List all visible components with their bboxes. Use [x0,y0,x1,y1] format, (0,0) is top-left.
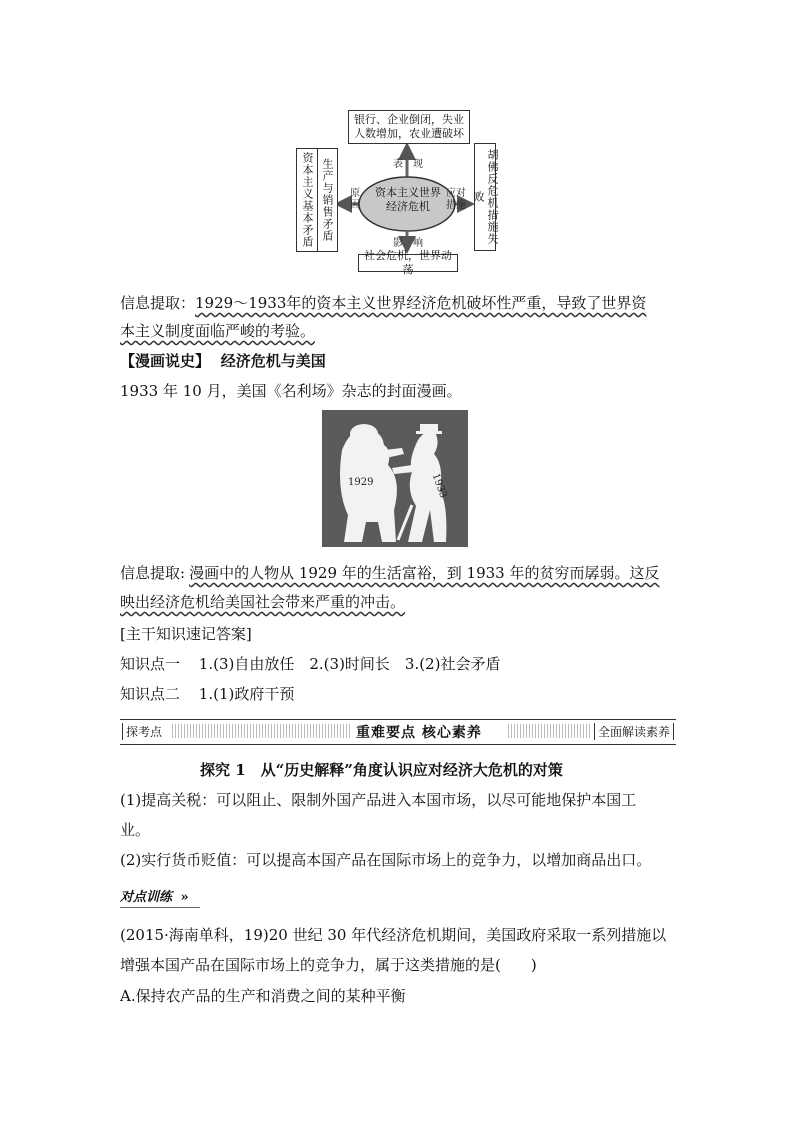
comic-year-left: 1929 [348,477,374,488]
info1-line1 [120,290,646,316]
info1-prefix: 信息提取： [120,294,196,312]
info2-text1: 漫画中的人物从 1929 年的生活富裕，到 1933 年的贫穷而孱弱。这反 [189,564,660,582]
info1-line2 [120,318,315,344]
answers-heading: [主干知识速记答案] [120,625,252,643]
practice-heading [120,886,189,905]
info2-text2: 映出经济危机给美国社会带来严重的冲击。 [120,593,406,611]
diagram-label-left: 原 因 [350,188,360,211]
left-inner-text: 生产与销售矛盾 [321,158,334,242]
answers-row1-label: 知识点一 [120,655,181,673]
right-box-text: 胡佛反危机措施失败 [472,149,499,245]
comic-heading [120,348,326,374]
section-banner [120,719,676,745]
comic-silhouettes [322,410,468,547]
info2-line1 [120,560,660,586]
diagram-label-bottom: 影 响 [393,238,423,249]
comic-image [322,410,468,547]
diagram-label-top: 表 现 [393,159,423,170]
comic-tag: 【漫画说史】 [120,352,211,370]
answers-row2-label: 知识点二 [120,685,181,703]
banner-hatch-left [172,724,350,738]
left-outer-text: 资本主义基本矛盾 [301,152,314,248]
info1-text1: 1929～1933年的资本主义世界经济危机破坏性严重，导致了世界资 [195,294,647,312]
banner-hatch-right [508,724,590,738]
banner-right: 全面解读素养 [594,723,674,740]
diagram-bottom-box: 社会危机，世界动荡 [358,254,458,272]
practice-heading-text: 对点训练 [120,890,173,905]
diagram-left-box [296,148,338,252]
left-box-divider [317,149,318,251]
diagram-center-label: 资本主义世界 经济危机 [375,186,441,213]
option-a[interactable]: A.保持农产品的生产和消费之间的某种平衡 [120,987,406,1005]
diagram-label-right: 应对 措施 [446,188,466,211]
explore-title: 探究 1 从“历史解释”角度认识应对经济大危机的对策 [200,761,563,779]
banner-center: 重难要点 核心素养 [356,725,482,741]
question-line2: 增强本国产品在国际市场上的竞争力，属于这类措施的是( ) [120,956,537,974]
banner-left: 探考点 [122,723,162,740]
info2-line2 [120,589,405,615]
info2-prefix: 信息提取: [120,564,186,582]
question-line1: (2015·海南单科，19)20 世纪 30 年代经济危机期间，美国政府采取一系列措施以 [120,926,667,944]
comic-caption: 1933 年 10 月，美国《名利场》杂志的封面漫画。 [120,382,462,400]
comic-title: 经济危机与美国 [220,352,326,370]
answers-row2-items: 1.(1)政府干预 [198,685,295,703]
double-chevron-icon: » [180,890,189,905]
answers-row1 [120,651,500,677]
info1-text2: 本主义制度面临严峻的考验。 [120,322,316,340]
diagram-right-box [472,143,499,251]
practice-underline [120,907,200,908]
answers-row2 [120,681,294,707]
comic-year-right: 1933 [429,472,449,500]
explore-p1-line1: (1)提高关税：可以阻止、限制外国产品进入本国市场，以尽可能地保护本国工 [120,791,637,809]
explore-p2: (2)实行货币贬值：可以提高本国产品在国际市场上的竞争力，以增加商品出口。 [120,851,652,869]
answers-row1-items: 1.(3)自由放任 2.(3)时间长 3.(2)社会矛盾 [198,655,501,673]
diagram-top-box: 银行、企业倒闭，失业 人数增加，农业遭破坏 [348,110,470,144]
explore-p1-line2: 业。 [120,821,151,839]
